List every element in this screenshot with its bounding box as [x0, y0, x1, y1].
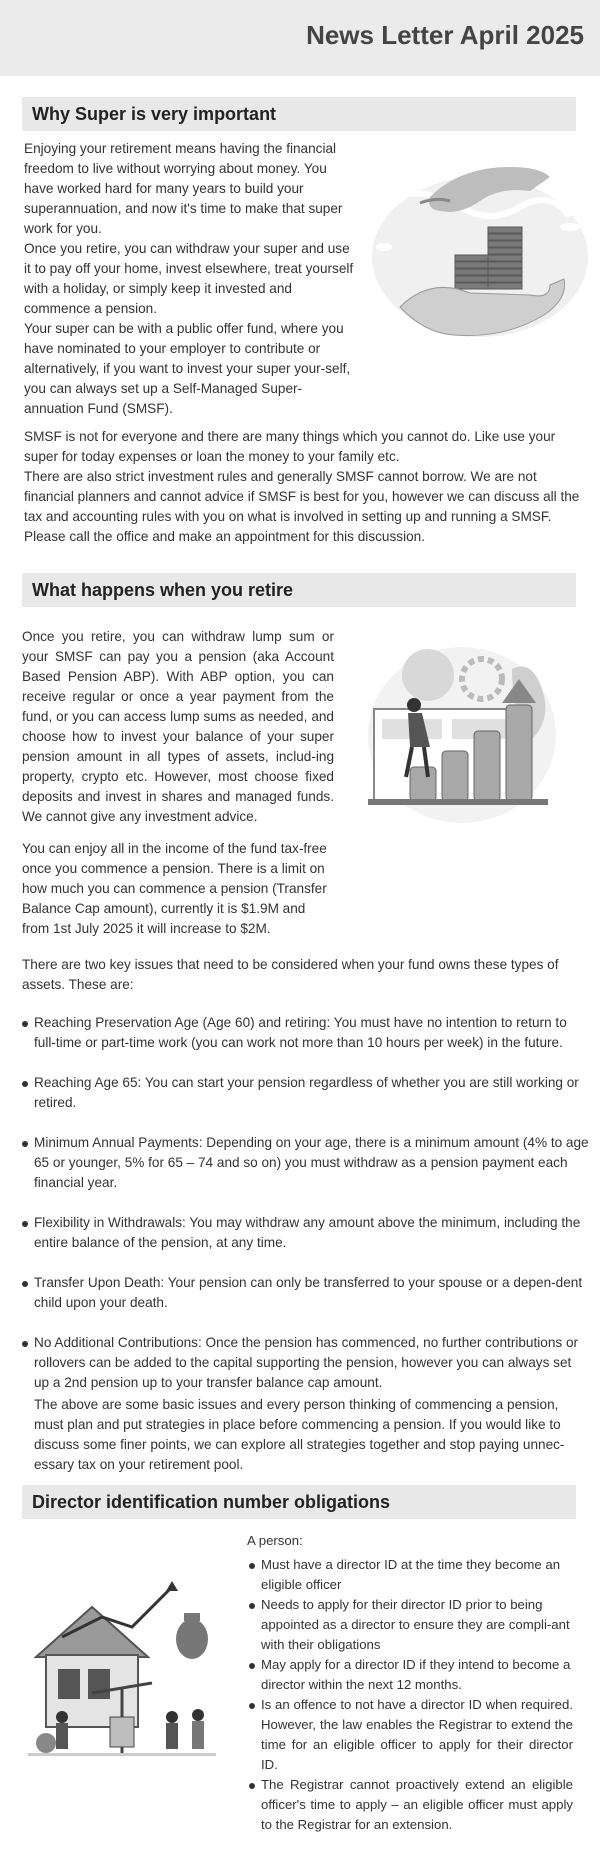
- section-heading-director-id: Director identification number obligations: [22, 1485, 576, 1519]
- paragraph: There are two key issues that need to be considered when your fund owns these types of assets. These are:: [22, 957, 559, 992]
- paragraph: Your super can be with a public offer fund, where you have nominated to your employer to contribute or alternatively, if you want to invest your super your-self, you can always set up a Self-Managed Super-annuation Fund (SMSF).: [24, 321, 351, 416]
- list-item: Is an offence to not have a director ID when required. However, the law enables the Registrar to extend the time for an eligible officer to apply for their director ID.: [247, 1695, 573, 1775]
- director-id-text: [247, 1531, 573, 1835]
- paragraph: Once you retire, you can withdraw lump sum or your SMSF can pay you a pension (aka Account Based Pension ABP). With ABP option, you can receive regular or once a year payment from the fund, or you can access lump sums as needed, and choose how to invest your balance of your super pension amount in all types of assets, includ-ing property, crypto etc. However, most choose fixed deposits and invest in shares and managed funds. We cannot give any investment advice.: [22, 629, 334, 824]
- list-item: Reaching Age 65: You can start your pension regardless of whether you are still working or retired.: [0, 1073, 600, 1113]
- list-item: Needs to apply for their director ID prior to being appointed as a director to ensure they are compli-ant with their obligations: [247, 1595, 573, 1655]
- closing-text: [34, 1395, 584, 1475]
- list-item: Reaching Preservation Age (Age 60) and retiring: You must have no intention to return to full-time or part-time work (you can work not more than 10 hours per week) in the future.: [0, 1013, 600, 1053]
- list-item: No Additional Contributions: Once the pension has commenced, no further contributions or rollovers can be added to the capital supporting the pension, however you can always set up a 2nd pension up to your transfer balance cap amount.: [0, 1333, 600, 1393]
- director-obligations-list: [247, 1555, 573, 1835]
- paragraph: Once you retire, you can withdraw your super and use it to pay off your home, invest elsewhere, treat yourself with a holiday, or simply keep it invested and commence a pension.: [24, 241, 354, 316]
- paragraph: There are also strict investment rules and generally SMSF cannot borrow. We are not financial planners and cannot advice if SMSF is best for you, however we can discuss all the tax and accounting rules with you on what is involved in setting up and running a SMSF. Please call the office and make an appointment for this discussion.: [24, 469, 580, 544]
- list-item: Minimum Annual Payments: Depending on your age, there is a minimum amount (4% to age 65 or younger, 5% for 65 – 74 and so on) you must withdraw as a pension payment each financial year.: [0, 1133, 600, 1193]
- key-issues-list: [0, 1013, 600, 1393]
- paragraph: Enjoying your retirement means having the financial freedom to live without worrying about money. You have worked hard for many years to build your superannuation, and now it's time to make that super work for you.: [24, 141, 343, 236]
- list-item: May apply for a director ID if they intend to become a director within the next 12 months.: [247, 1655, 573, 1695]
- paragraph: SMSF is not for everyone and there are many things which you cannot do. Like use your super for today expenses or loan the money to your family etc.: [24, 429, 556, 464]
- list-item: Transfer Upon Death: Your pension can only be transferred to your spouse or a depen-dent child upon your death.: [0, 1273, 600, 1313]
- hands-coins-illustration: [360, 157, 592, 419]
- section-heading-why-super: Why Super is very important: [22, 97, 576, 131]
- paragraph: The above are some basic issues and every person thinking of commencing a pension, must plan and put strategies in place before commencing a pension. If you would like to discuss some finer points, we can explore all strategies together and stop paying unnec-essary tax on your retirement pool.: [34, 1397, 565, 1472]
- list-item: Flexibility in Withdrawals: You may withdraw any amount above the minimum, including the entire balance of the pension, at any time.: [0, 1213, 600, 1253]
- section-heading-retire: What happens when you retire: [22, 573, 576, 607]
- list-item: Must have a director ID at the time they become an eligible officer: [247, 1555, 573, 1595]
- newsletter-header: [0, 0, 600, 76]
- list-item: The Registrar cannot proactively extend an eligible officer's time to apply – an eligible officer must apply to the Registrar for an extension.: [247, 1775, 573, 1835]
- property-finance-illustration: [22, 1567, 222, 1835]
- key-issues-intro: [22, 955, 584, 995]
- paragraph: You can enjoy all in the income of the fund tax-free once you commence a pension. There is a limit on how much you can commence a pension (Transfer Balance Cap amount), currently it is $1.9M and from 1st July 2025 it will increase to $2M.: [22, 841, 327, 936]
- why-super-text: [24, 139, 354, 419]
- growth-chart-illustration: [362, 639, 558, 939]
- newsletter-title: News Letter April 2025: [306, 20, 584, 50]
- intro-text: A person:: [247, 1533, 303, 1548]
- smsf-text: [24, 427, 580, 547]
- retire-text: [22, 627, 334, 939]
